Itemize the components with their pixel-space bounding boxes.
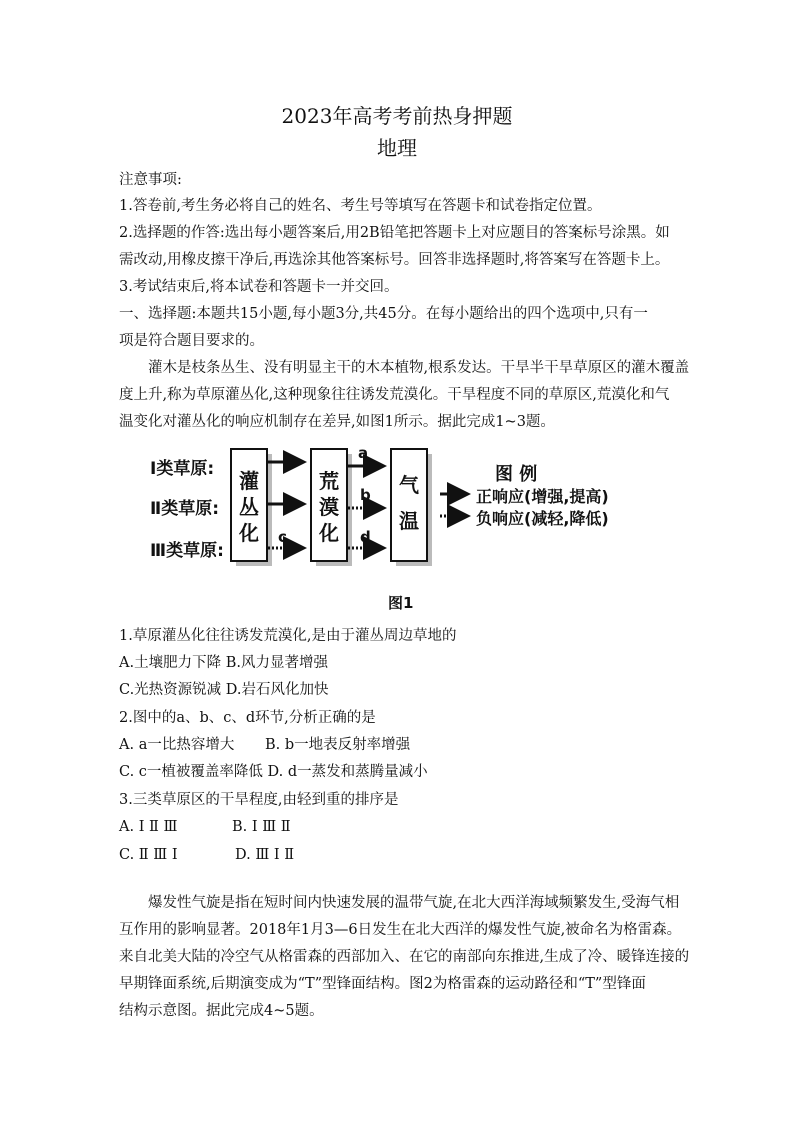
figure-1 <box>140 440 680 620</box>
question-2-option-a: A. a一比热容增大 <box>119 737 235 753</box>
legend-negative: 负响应(减轻,降低) <box>476 509 609 528</box>
label-b: b <box>360 486 371 504</box>
box-shrub-encroachment: 灌 丛 化 <box>230 448 268 562</box>
label-a: a <box>358 444 369 462</box>
row-label-type2: Ⅱ类草原: <box>150 499 219 519</box>
passage-line: 互作用的影响显著。2018年1月3—6日发生在北大西洋的爆发性气旋,被命名为格雷森。 <box>119 922 682 938</box>
note-item: 2.选择题的作答:选出每小题答案后,用2B铅笔把答题卡上对应题目的答案标号涂黑。如 <box>119 225 670 241</box>
question-3-option-d: D. Ⅲ Ⅰ Ⅱ <box>235 847 295 863</box>
label-d: d <box>360 528 371 546</box>
note-item: 3.考试结束后,将本试卷和答题卡一并交回。 <box>119 279 399 295</box>
box-desertification: 荒 漠 化 <box>310 448 348 562</box>
passage-line: 灌木是枝条丛生、没有明显主干的木本植物,根系发达。干旱半干旱草原区的灌木覆盖 <box>148 360 690 376</box>
note-item: 需改动,用橡皮擦干净后,再选涂其他答案标号。回答非选择题时,将答案写在答题卡上。 <box>119 252 670 268</box>
passage-line: 爆发性气旋是指在短时间内快速发展的温带气旋,在北大西洋海域频繁发生,受海气相 <box>148 895 680 911</box>
figure-caption: 图1 <box>388 594 414 612</box>
legend-title: 图 例 <box>495 464 538 485</box>
legend-positive: 正响应(增强,提高) <box>476 487 609 506</box>
subject-title: 地理 <box>377 136 417 160</box>
passage-line: 度上升,称为草原灌丛化,这种现象往往诱发荒漠化。干旱程度不同的草原区,荒漠化和气 <box>119 387 670 403</box>
question-1-stem: 1.草原灌丛化往往诱发荒漠化,是由于灌丛周边草地的 <box>119 628 457 644</box>
question-3-option-c: C. Ⅱ Ⅲ Ⅰ <box>119 847 178 863</box>
section-heading: 一、选择题:本题共15小题,每小题3分,共45分。在每小题给出的四个选项中,只有一 <box>119 306 648 322</box>
note-item: 1.答卷前,考生务必将自己的姓名、考生号等填写在答题卡和试卷指定位置。 <box>119 198 602 214</box>
question-3-option-a: A. Ⅰ Ⅱ Ⅲ <box>119 819 178 835</box>
label-c: c <box>278 528 287 546</box>
section-heading-cont: 项是符合题目要求的。 <box>119 333 264 349</box>
question-1-options: C.光热资源锐减 D.岩石风化加快 <box>119 682 329 698</box>
row-label-type3: Ⅲ类草原: <box>150 541 224 561</box>
passage-line: 来自北美大陆的冷空气从格雷森的西部加入、在它的南部向东推进,生成了冷、暖锋连接的 <box>119 949 690 965</box>
exam-title: 2023年高考考前热身押题 <box>281 104 513 128</box>
notes-heading: 注意事项: <box>119 172 182 188</box>
passage-line: 结构示意图。据此完成4~5题。 <box>119 1003 324 1019</box>
question-3-stem: 3.三类草原区的干旱程度,由轻到重的排序是 <box>119 792 399 808</box>
question-3-option-b: B. Ⅰ Ⅲ Ⅱ <box>232 819 291 835</box>
question-2-option-b: B. b一地表反射率增强 <box>265 737 411 753</box>
question-2-options: C. c一植被覆盖率降低 D. d一蒸发和蒸腾量减小 <box>119 764 428 780</box>
row-label-type1: Ⅰ类草原: <box>150 459 215 479</box>
question-2-stem: 2.图中的a、b、c、d环节,分析正确的是 <box>119 710 376 726</box>
question-1-options: A.土壤肥力下降 B.风力显著增强 <box>119 655 328 671</box>
box-temperature: 气 温 <box>390 448 428 562</box>
passage-line: 早期锋面系统,后期演变成为“T”型锋面结构。图2为格雷森的运动路径和“T”型锋面 <box>119 976 646 992</box>
passage-line: 温变化对灌丛化的响应机制存在差异,如图1所示。据此完成1~3题。 <box>119 414 555 430</box>
